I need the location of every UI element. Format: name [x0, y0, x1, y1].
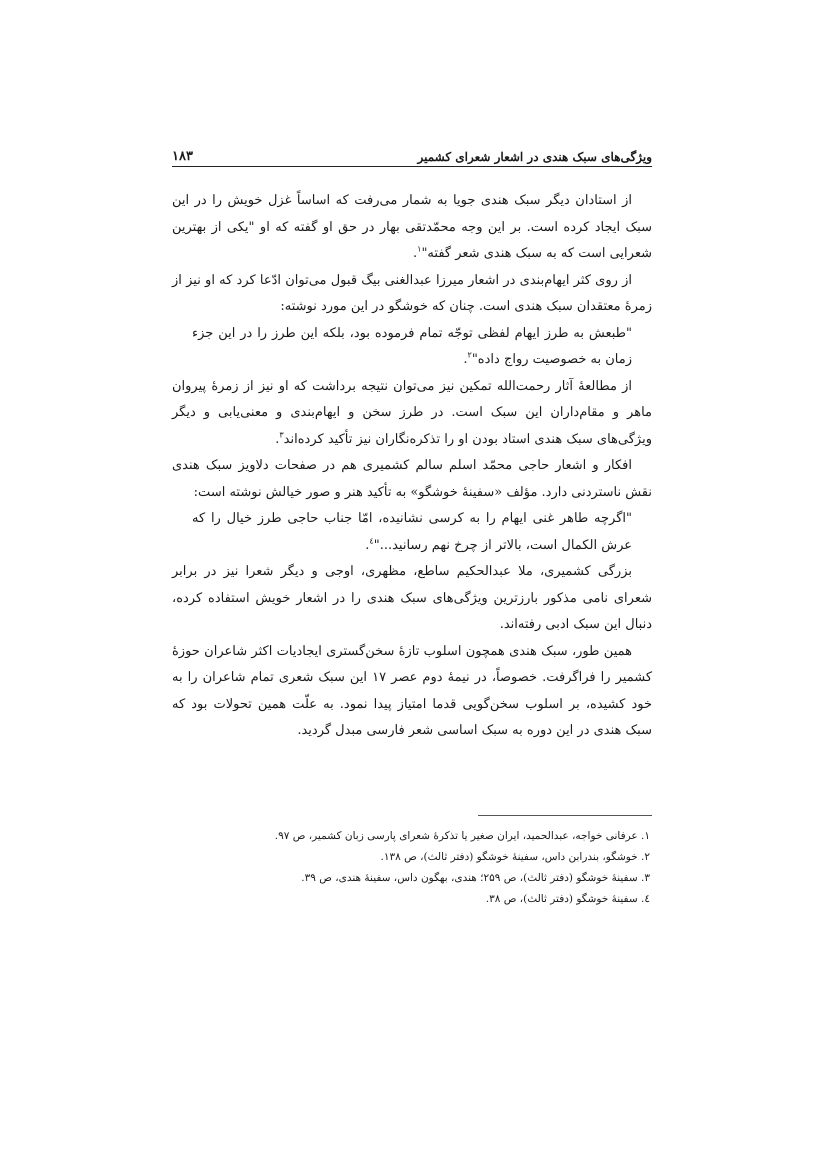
block-quote: "طبعش به طرز ایهام لفظی توجّه تمام فرموده بود، بلکه این طرز را در این جزء زمان به خصوصیت رواج داده"$^۲$.	[192, 325, 632, 367]
page-header	[172, 142, 652, 164]
paragraph: از روی کثر ایهام‌بندی در اشعار میرزا عبدالغنی بیگ قبول می‌توان ادّعا کرد که او نیز از زمرۀ معتقدان سبک هندی است. چنان که خوشگو در این مورد نوشته:	[172, 272, 652, 314]
footnote-ref: ۲	[467, 350, 472, 360]
paragraph: افکار و اشعار حاجی محمّد اسلم سالم کشمیری هم در صفحات دلاویز سبک هندی نقش ناستردنی دارد. مؤلف «سفینۀ خوشگو» به تأکید هنر و صور خیالش نوشته است:	[172, 458, 652, 500]
paragraph: از مطالعۀ آثار رحمت‌الله تمکین نیز می‌توان نتیجه برداشت که او نیز از زمرۀ پیروان ماهر و مقام‌داران این سبک است. در طرز سخن و ایهام‌بندی و معنی‌یابی و دیگر ویژگی‌های سبک هندی استاد بودن او را تذکره‌نگاران نیز تأکید کرده‌اند$^۳$.	[172, 378, 652, 447]
footnote: ۲. خوشگو، بندرابن داس، سفینۀ خوشگو (دفتر ثالث)، ص ۱۳۸.	[380, 851, 650, 863]
footnote-ref: ٤	[369, 536, 374, 546]
block-quote: "اگرچه طاهر غنی ایهام را به کرسی نشانیده، امّا جناب حاجی طرز خیال را که عرش الکمال است، بالاتر از چرخ نهم رسانید..."$^٤$.	[192, 511, 632, 553]
running-title: ویژگی‌های سبک هندی در اشعار شعرای کشمیر	[417, 150, 652, 164]
footnote-ref: ۱	[417, 244, 422, 254]
footnotes	[172, 826, 652, 910]
header-rule	[172, 166, 652, 167]
footnote: ۱. عرفانی خواجه، عبدالحمید، ایران صغیر یا تذکرۀ شعرای پارسی زبان کشمیر، ص ۹۷.	[274, 830, 650, 842]
paragraph: بزرگی کشمیری، ملا عبدالحکیم ساطع، مظهری، اوجی و دیگر شعرا نیز در برابر شعرای نامی مذکور بارزترین ویژگی‌های سبک هندی را در اشعار خویش استفاده کرده، دنبال این سبک ادبی رفته‌اند.	[172, 564, 652, 632]
paragraph: همین طور، سبک هندی همچون اسلوب تازۀ سخن‌گستری ایجادیات اکثر شاعران حوزۀ کشمیر را فراگرفت. خصوصاً، در نیمۀ دوم عصر ۱۷ این سبک شعری تمام شاعران را به خود کشیده، بر اسلوب سخن‌گویی قدما امتیاز پیدا نمود. به علّت همین تحولات بود که سبک هندی در این دوره به سبک اساسی شعر فارسی مبدل گردید.	[172, 643, 653, 738]
footnote-separator	[478, 815, 652, 816]
footnote: ٤. سفینۀ خوشگو (دفتر ثالث)، ص ۳۸.	[485, 893, 650, 905]
footnote: ۳. سفینۀ خوشگو (دفتر ثالث)، ص ۲۵۹؛ هندی، بهگون داس، سفینۀ هندی، ص ۳۹.	[301, 872, 650, 884]
paragraph: از استادان دیگر سبک هندی جویا به شمار می‌رفت که اساساً غزل خویش را در این سبک ایجاد کرده است. بر این وجه محمّدتقی بهار در حق او گفته که او "یکی از بهترین شعرایی است که به سبک هندی شعر گفته"$^۱$.	[172, 193, 652, 261]
main-text	[172, 188, 652, 745]
page-number: ۱۸۳	[172, 149, 193, 164]
footnote-ref: ۳	[279, 430, 284, 440]
